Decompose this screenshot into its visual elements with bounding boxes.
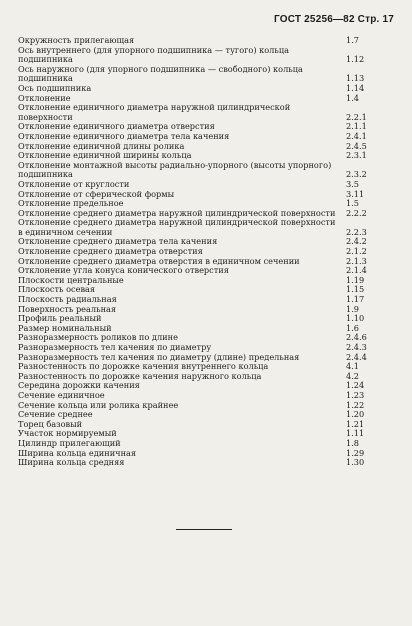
entry-term: Отклонение единичного диаметра наружной цилиндрической поверхности	[18, 102, 291, 122]
entry-ref: 4.1	[346, 361, 360, 372]
index-entry	[18, 218, 376, 237]
entry-ref: 2.4.4	[346, 351, 367, 362]
entry-term: Отклонение монтажной высоты радиально-упорного (высоты упорного) подшипника	[18, 159, 332, 180]
entry-term: Профиль реальный	[18, 313, 102, 324]
entry-ref: 1.4	[346, 92, 360, 103]
entry-ref: 1.19	[346, 274, 365, 285]
entry-ref: 2.1.3	[346, 255, 367, 266]
entry-ref: 1.13	[346, 73, 365, 84]
index-entry	[18, 84, 376, 94]
entry-ref: 1.15	[346, 284, 365, 295]
entry-term: Размер номинальный	[18, 322, 112, 333]
index-entry	[18, 161, 376, 180]
entry-ref: 1.12	[346, 54, 365, 65]
entry-term: Отклонение	[18, 92, 71, 103]
entry-term: Отклонение единичной ширины кольца	[18, 150, 192, 161]
page-header: ГОСТ 25256—82 Стр. 17	[274, 14, 394, 25]
entry-ref: 1.21	[346, 418, 365, 429]
entry-term: Разноразмерность роликов по длине	[18, 332, 178, 343]
entry-term: Отклонение среднего диаметра наружной цилиндрической поверхности в единичном сечении	[18, 217, 336, 237]
entry-term: Разностенность по дорожке качения наружного кольца	[18, 370, 262, 381]
entry-ref: 1.23	[346, 389, 365, 400]
index-entry	[18, 46, 376, 65]
entry-term: Поверхность реальная	[18, 303, 117, 314]
entry-term: Середина дорожки качения	[18, 380, 140, 391]
entry-ref: 3.5	[346, 178, 360, 189]
index-entry	[18, 103, 376, 122]
entry-ref: 2.3.2	[346, 169, 367, 180]
entry-ref: 2.4.3	[346, 342, 367, 352]
entry-term: Ширина кольца средняя	[18, 457, 125, 468]
entry-ref: 2.2.1	[346, 111, 367, 122]
entry-term: Отклонение среднего диаметра тела качения	[18, 236, 218, 247]
entry-term: Отклонение среднего диаметра наружной цилиндрической поверхности	[18, 207, 336, 218]
entry-term: Отклонение единичного диаметра тела качения	[18, 130, 230, 141]
entry-term: Отклонение единичной длины ролика	[18, 140, 185, 151]
entry-ref: 2.4.5	[346, 140, 367, 151]
entry-ref: 2.1.4	[346, 265, 367, 276]
entry-ref: 1.17	[346, 294, 365, 305]
entry-term: Отклонение среднего диаметра отверстия	[18, 246, 203, 257]
entry-term: Отклонение предельное	[18, 198, 124, 209]
entry-term: Разностенность по дорожке качения внутреннего кольца	[18, 361, 269, 372]
entry-ref: 1.14	[346, 82, 365, 93]
index-entry	[18, 65, 376, 84]
entry-term: Сечение кольца или ролика крайнее	[18, 399, 179, 410]
entry-term: Окружность прилегающая	[18, 35, 135, 45]
entry-term: Сечение среднее	[18, 409, 93, 420]
entry-ref: 1.10	[346, 313, 365, 324]
entry-term: Плоскости центральные	[18, 274, 124, 285]
closing-rule	[176, 529, 232, 530]
entry-term: Плоскость осевая	[18, 284, 96, 295]
entry-ref: 1.7	[346, 35, 360, 45]
entry-term: Участок нормируемый	[18, 428, 117, 439]
entry-ref: 1.9	[346, 303, 360, 314]
entry-ref: 2.2.3	[346, 226, 367, 237]
entry-term: Отклонение от круглости	[18, 178, 130, 189]
entry-ref: 1.6	[346, 322, 360, 333]
entry-term: Ось внутреннего (для упорного подшипника — тугого) кольца подшипника	[18, 44, 289, 65]
entry-term: Торец базовый	[18, 418, 83, 429]
entry-ref: 4.2	[346, 370, 360, 381]
index-entry	[18, 458, 376, 468]
entry-ref: 1.29	[346, 447, 365, 458]
entry-term: Разноразмерность тел качения по диаметру	[18, 342, 212, 352]
entry-ref: 2.2.2	[346, 207, 367, 218]
entry-ref: 1.20	[346, 409, 365, 420]
entry-ref: 1.24	[346, 380, 365, 391]
entry-term: Разноразмерность тел качения по диаметру (длине) предельная	[18, 351, 300, 362]
index-list	[18, 36, 376, 468]
entry-term: Отклонение единичного диаметра отверстия	[18, 121, 215, 132]
entry-ref: 2.4.1	[346, 130, 367, 141]
entry-ref: 1.8	[346, 437, 360, 448]
entry-term: Ось подшипника	[18, 82, 92, 93]
entry-term: Отклонение от сферической формы	[18, 188, 175, 199]
entry-term: Цилиндр прилегающий	[18, 437, 121, 448]
entry-ref: 1.30	[346, 457, 365, 468]
entry-ref: 2.4.2	[346, 236, 367, 247]
entry-ref: 1.5	[346, 198, 360, 209]
entry-term: Отклонение среднего диаметра отверстия в единичном сечении	[18, 255, 300, 266]
entry-ref: 2.4.6	[346, 332, 367, 343]
entry-term: Плоскость радиальная	[18, 294, 117, 305]
entry-ref: 2.3.1	[346, 150, 367, 161]
entry-ref: 2.1.2	[346, 246, 367, 257]
entry-ref: 1.11	[346, 428, 365, 439]
entry-term: Отклонение угла конуса конического отверстия	[18, 265, 229, 276]
entry-ref: 2.1.1	[346, 121, 367, 132]
entry-term: Сечение единичное	[18, 389, 105, 400]
entry-term: Ширина кольца единичная	[18, 447, 137, 458]
entry-ref: 3.11	[346, 188, 365, 199]
entry-ref: 1.22	[346, 399, 365, 410]
entry-term: Ось наружного (для упорного подшипника — свободного) кольца подшипника	[18, 63, 303, 84]
